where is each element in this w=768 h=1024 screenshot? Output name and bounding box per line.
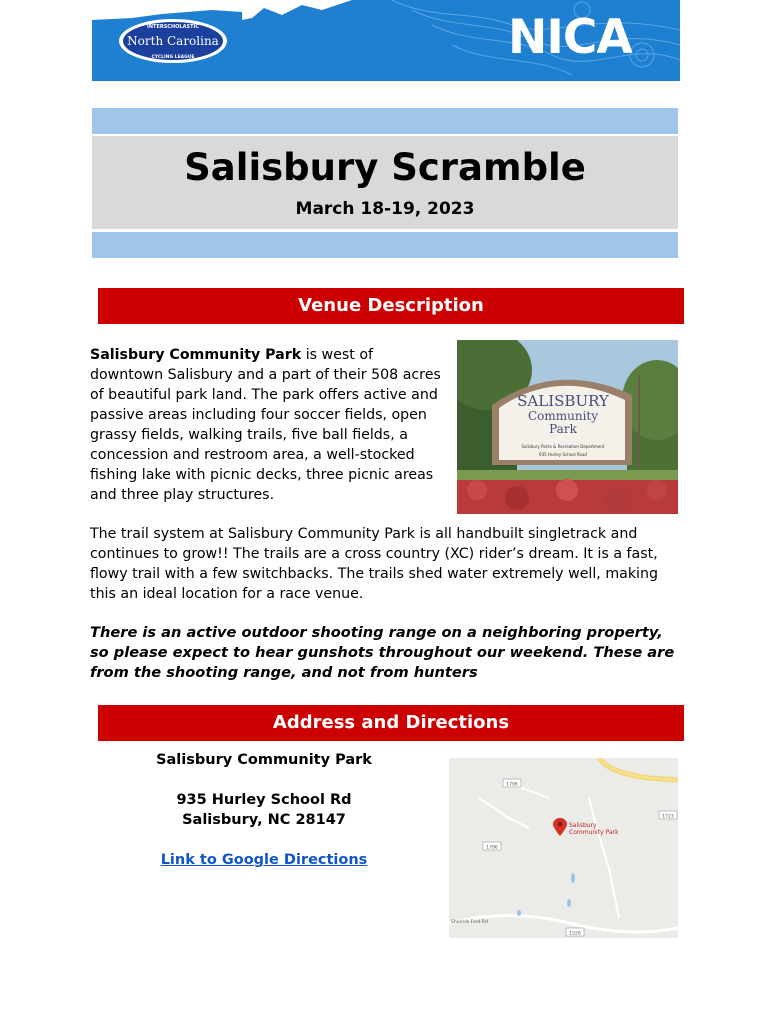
logo-bottom-text: CYCLING LEAGUE	[151, 55, 195, 60]
sign-line-1: SALISBURY	[517, 392, 609, 410]
map-road-label-2: 1796	[486, 845, 498, 851]
venue-para1-text: is west of downtown Salisbury and a part of their 508 acres of beautiful park land. The park offers active and passive areas including four soccer fields, open grassy fields, walking trails, five ball fields, a concession and restroom area, a well-stocked fishing lake with picnic decks, three picnic areas and three play structures.	[90, 347, 441, 503]
address-city: Salisbury, NC 28147	[182, 812, 346, 828]
park-sign-photo	[457, 340, 678, 514]
venue-park-name: Salisbury Community Park	[90, 347, 302, 363]
title-band-top	[92, 108, 678, 134]
map-road-label-1: 1796	[506, 782, 518, 788]
logo-top-text: INTERSCHOLASTIC	[146, 24, 200, 30]
venue-paragraph-2: The trail system at Salisbury Community Park is all handbuilt singletrack and continues to grow!! The trails are a cross country (XC) rider’s dream. It is a fast, flowy trail with a few switchbacks. The trails shed water extremely well, making this an ideal location for a race venue.	[90, 526, 658, 602]
map-pin-label-1: Salisbury	[569, 822, 597, 829]
map-pin-label-2: Community Park	[569, 829, 619, 836]
nc-cycling-league-logo	[118, 18, 228, 64]
nica-logo-text: NICA	[508, 10, 632, 65]
shooting-range-warning: There is an active outdoor shooting range on a neighboring property, so please expect to hear gunshots throughout our weekend. These are from the shooting range, and not from hunters	[90, 624, 675, 681]
sign-line-5: 935 Hurley School Road	[539, 452, 587, 457]
map-road-label-5: Sherrills Ford Rd	[451, 920, 488, 925]
venue-paragraph-1	[90, 345, 450, 505]
map-road-label-3: 1723	[662, 814, 674, 820]
title-band-bottom	[92, 232, 678, 258]
event-date: March 18-19, 2023	[295, 199, 475, 219]
address-park-name: Salisbury Community Park	[156, 752, 372, 768]
sign-line-4: Salisbury Parks & Recreation Department	[521, 444, 605, 449]
address-heading: Address and Directions	[98, 705, 684, 741]
sign-line-3: Park	[549, 422, 577, 436]
title-box	[92, 136, 678, 229]
location-map[interactable]	[449, 758, 678, 938]
event-title: Salisbury Scramble	[184, 146, 586, 189]
venue-heading: Venue Description	[98, 288, 684, 324]
sign-line-2: Community	[527, 409, 599, 423]
google-directions-link[interactable]: Link to Google Directions	[160, 852, 368, 868]
map-road-label-4: 1526	[569, 931, 581, 937]
address-street: 935 Hurley School Rd	[176, 792, 352, 808]
logo-name-text: North Carolina	[127, 34, 219, 48]
